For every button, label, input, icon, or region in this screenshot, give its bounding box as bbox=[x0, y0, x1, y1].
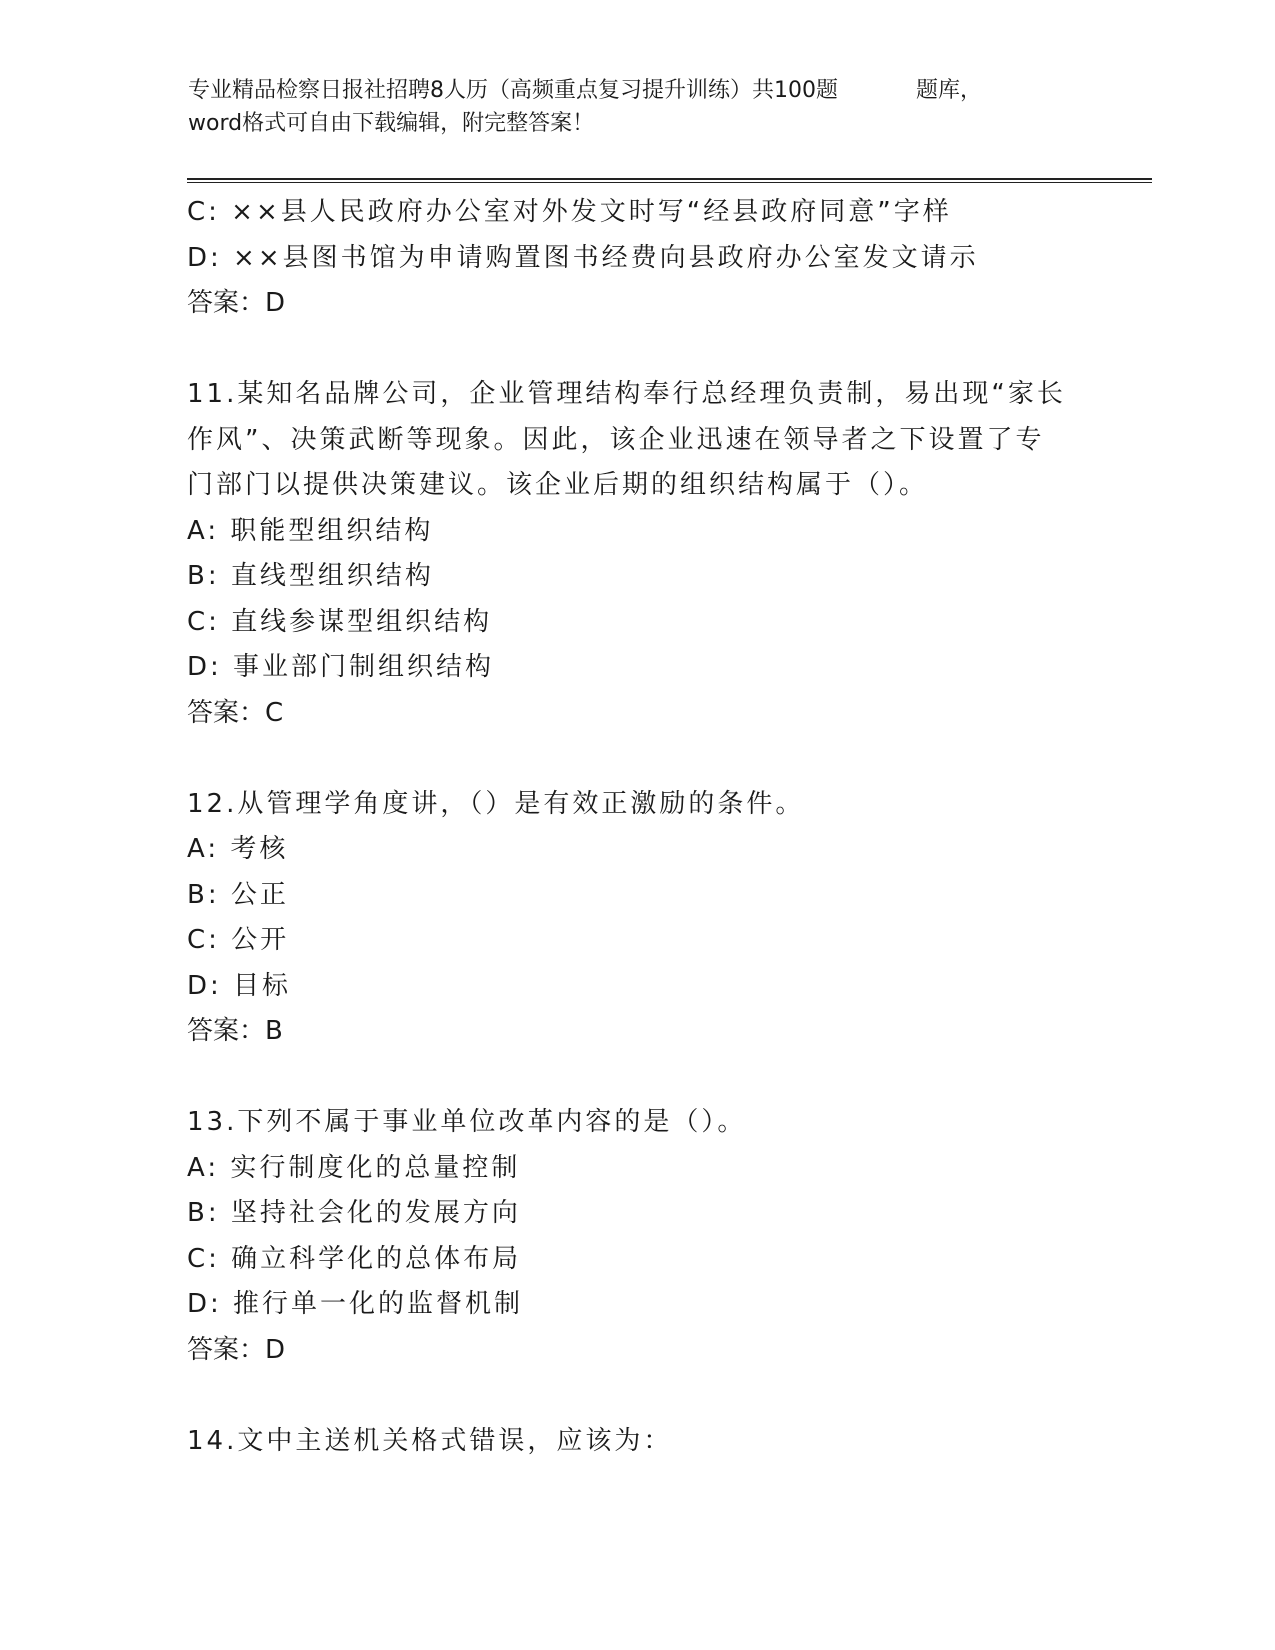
option-line: D: 事业部门制组织结构 bbox=[187, 652, 495, 682]
previous-question-tail bbox=[187, 190, 1107, 372]
option-line: B: 公正 bbox=[187, 879, 289, 910]
question-11 bbox=[187, 372, 1107, 782]
header-suffix: 题库， bbox=[916, 78, 983, 103]
option-line: D: 目标 bbox=[187, 970, 292, 1001]
option-line: C: ××县人民政府办公室对外发文时写“经县政府同意”字样 bbox=[187, 197, 952, 227]
question-stem: 11.某知名品牌公司，企业管理结构奉行总经理负责制，易出现“家长 bbox=[187, 379, 1066, 409]
answer-line: 答案：D bbox=[187, 288, 286, 318]
question-stem: 13.下列不属于事业单位改革内容的是（）。 bbox=[187, 1107, 747, 1137]
answer-line: 答案：B bbox=[187, 1016, 283, 1046]
header-line-1 bbox=[188, 74, 1088, 107]
document-header bbox=[188, 74, 1088, 140]
option-line: B: 坚持社会化的发展方向 bbox=[187, 1198, 521, 1228]
question-12 bbox=[187, 782, 1107, 1101]
option-line: A: 考核 bbox=[187, 834, 289, 864]
question-stem: 14.文中主送机关格式错误，应该为： bbox=[187, 1425, 673, 1456]
option-line: C: 确立科学化的总体布局 bbox=[187, 1243, 522, 1274]
option-line: B: 直线型组织结构 bbox=[187, 561, 434, 591]
header-divider-thin bbox=[187, 182, 1152, 183]
header-line-2: word格式可自由下载编辑，附完整答案！ bbox=[188, 111, 595, 136]
header-title: 专业精品检察日报社招聘8人历（高频重点复习提升训练）共100题 bbox=[188, 78, 838, 103]
option-line: A: 职能型组织结构 bbox=[187, 515, 434, 546]
header-divider-thick bbox=[187, 178, 1152, 180]
answer-line: 答案：D bbox=[187, 1334, 286, 1365]
question-stem: 门部门以提供决策建议。该企业后期的组织结构属于（）。 bbox=[187, 470, 929, 500]
question-13 bbox=[187, 1100, 1107, 1419]
option-line: C: 直线参谋型组织结构 bbox=[187, 606, 493, 637]
question-stem: 作风”、决策武断等现象。因此，该企业迅速在领导者之下设置了专 bbox=[187, 424, 1045, 455]
question-stem: 12.从管理学角度讲，（）是有效正激励的条件。 bbox=[187, 788, 805, 819]
option-line: C: 公开 bbox=[187, 925, 290, 955]
option-line: A: 实行制度化的总量控制 bbox=[187, 1152, 521, 1183]
question-content bbox=[187, 190, 1107, 1464]
option-line: D: ××县图书馆为申请购置图书经费向县政府办公室发文请示 bbox=[187, 242, 979, 273]
answer-line: 答案：C bbox=[187, 697, 284, 728]
question-14 bbox=[187, 1419, 1107, 1465]
option-line: D: 推行单一化的监督机制 bbox=[187, 1289, 524, 1319]
